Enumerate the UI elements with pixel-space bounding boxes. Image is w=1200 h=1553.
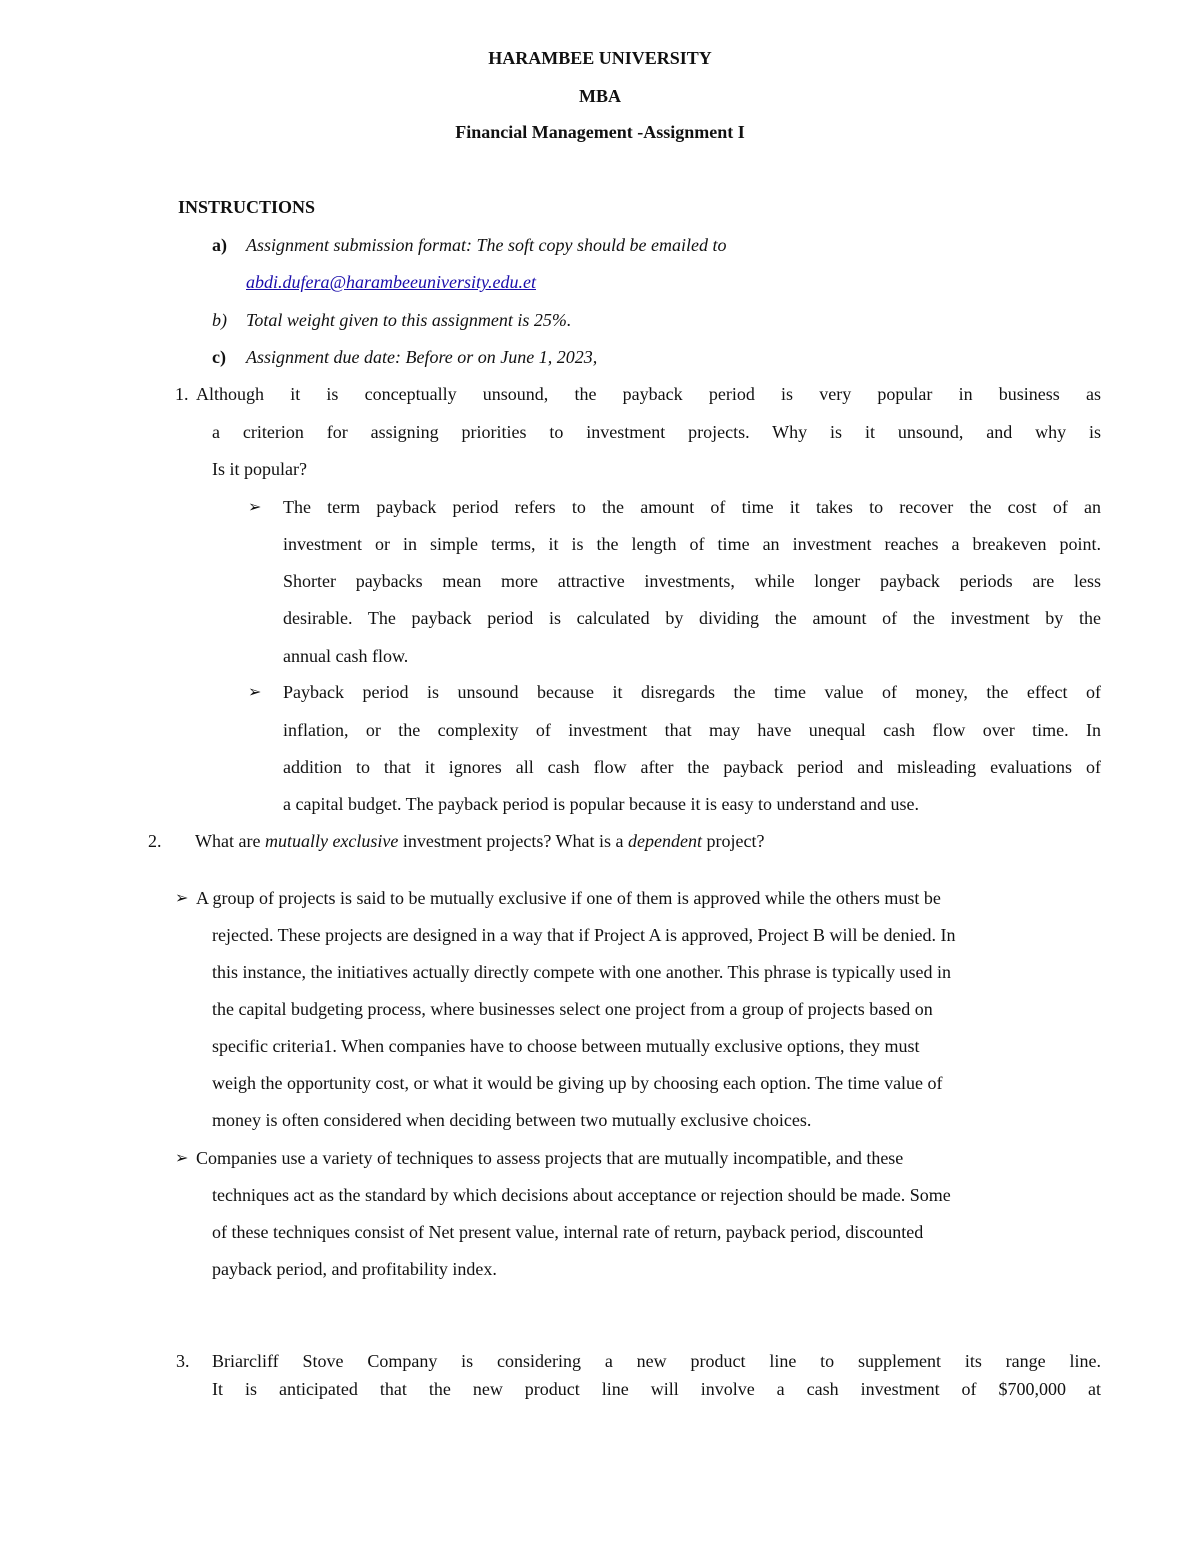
- program-title: MBA: [579, 86, 621, 106]
- question-2-number: 2.: [148, 831, 162, 851]
- instruction-marker-a: a): [212, 235, 227, 255]
- q2-answer-1-line-3: this instance, the initiatives actually directly compete with one another. This phrase is typically used in: [212, 962, 951, 982]
- arrowhead-bullet-icon: ➢: [175, 1148, 189, 1167]
- q1-answer-1-line-4: desirable. The payback period is calculated by dividing the amount of the investment by the: [283, 608, 1101, 628]
- instruction-marker-c: c): [212, 347, 226, 367]
- q2-answer-1-line-7: money is often considered when deciding between two mutually exclusive choices.: [212, 1110, 812, 1130]
- q2-answer-1-line-2: rejected. These projects are designed in a way that if Project A is approved, Project B will be denied. In: [212, 925, 956, 945]
- q1-answer-1-line-3: Shorter paybacks mean more attractive investments, while longer payback periods are less: [283, 571, 1101, 591]
- q1-answer-2-line-4: a capital budget. The payback period is popular because it is easy to understand and use.: [283, 794, 919, 814]
- q2-answer-2-line-3: of these techniques consist of Net present value, internal rate of return, payback period, discounted: [212, 1222, 924, 1242]
- question-2-emphasis-1: mutually exclusive: [264, 831, 399, 851]
- course-title: Financial Management -Assignment I: [455, 122, 745, 142]
- q2-answer-2-line-4: payback period, and profitability index.: [212, 1259, 497, 1279]
- arrowhead-bullet-icon: ➢: [248, 682, 262, 701]
- question-2-part-2: investment projects? What is a: [398, 831, 629, 851]
- arrowhead-bullet-icon: ➢: [175, 888, 189, 907]
- q1-answer-2-line-2: inflation, or the complexity of investment that may have unequal cash flow over time. In: [283, 720, 1101, 740]
- q1-answer-1-line-5: annual cash flow.: [283, 646, 409, 666]
- q1-answer-2-line-1: Payback period is unsound because it disregards the time value of money, the effect of: [283, 682, 1101, 702]
- question-3-line-2: It is anticipated that the new product line will involve a cash investment of $700,000 at: [212, 1379, 1101, 1399]
- question-2-text: [195, 829, 764, 853]
- q2-answer-2-line-1: Companies use a variety of techniques to assess projects that are mutually incompatible, and these: [196, 1148, 904, 1168]
- q2-answer-1-line-4: the capital budgeting process, where businesses select one project from a group of projects based on: [212, 999, 933, 1019]
- q2-answer-1-line-1: A group of projects is said to be mutually exclusive if one of them is approved while the others must be: [196, 888, 941, 908]
- q1-answer-1-line-2: investment or in simple terms, it is the length of time an investment reaches a breakeven point.: [283, 534, 1101, 554]
- q2-answer-2-line-2: techniques act as the standard by which decisions about acceptance or rejection should be made. Some: [212, 1185, 951, 1205]
- question-3-line-1: Briarcliff Stove Company is considering a new product line to supplement its range line.: [212, 1351, 1101, 1371]
- question-1-line-1: Although it is conceptually unsound, the payback period is very popular in business as: [196, 384, 1101, 404]
- instruction-c-text: Assignment due date: Before or on June 1, 2023,: [246, 347, 598, 367]
- university-title: HARAMBEE UNIVERSITY: [488, 48, 712, 68]
- q1-answer-2-line-3: addition to that it ignores all cash flow after the payback period and misleading evaluations of: [283, 757, 1101, 777]
- instructor-email-link[interactable]: abdi.dufera@harambeeuniversity.edu.et: [246, 272, 537, 292]
- q2-answer-1-line-6: weigh the opportunity cost, or what it would be giving up by choosing each option. The time value of: [212, 1073, 943, 1093]
- question-2-part-3: project?: [701, 831, 765, 851]
- question-2-emphasis-2: dependent: [628, 831, 702, 851]
- question-1-line-3: Is it popular?: [212, 459, 307, 479]
- question-1-line-2: a criterion for assigning priorities to investment projects. Why is it unsound, and why is: [212, 422, 1101, 442]
- instruction-a-text: Assignment submission format: The soft copy should be emailed to: [246, 235, 727, 255]
- instruction-b-text: Total weight given to this assignment is 25%.: [246, 310, 572, 330]
- q2-answer-1-line-5: specific criteria1. When companies have to choose between mutually exclusive options, they must: [212, 1036, 920, 1056]
- instructions-heading: INSTRUCTIONS: [178, 197, 316, 217]
- instruction-marker-b: b): [212, 310, 227, 330]
- q1-answer-1-line-1: The term payback period refers to the amount of time it takes to recover the cost of an: [283, 497, 1101, 517]
- arrowhead-bullet-icon: ➢: [248, 497, 262, 516]
- question-3-number: 3.: [176, 1351, 190, 1371]
- question-1-number: 1.: [175, 384, 189, 404]
- question-2-part-1: What are: [195, 831, 265, 851]
